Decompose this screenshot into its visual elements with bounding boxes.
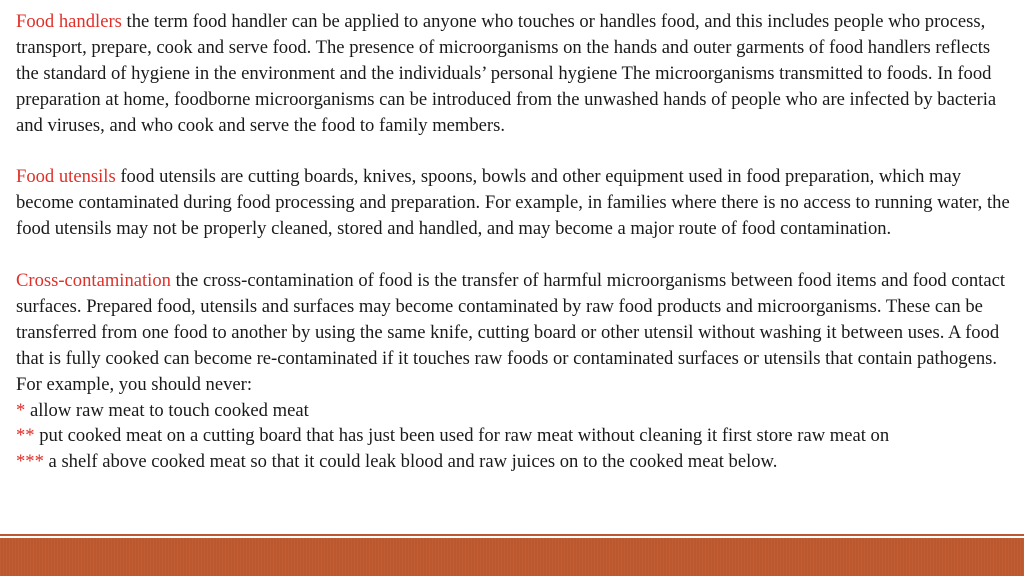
- bullet-item: [16, 398, 1016, 424]
- term-food-utensils: Food utensils: [16, 166, 116, 188]
- footer-divider: [0, 534, 1024, 536]
- text-food-utensils: food utensils are cutting boards, knives, spoons, bowls and other equipment used in food preparation, which may become contaminated during food processing and preparation. For example, in families where there is no access to running water, the food utensils may not be properly cleaned, stored and handled, and may become a major route of food contamination.: [16, 166, 1010, 240]
- section-cross-contamination: [16, 268, 1016, 475]
- text-cross-contamination: the cross-contamination of food is the transfer of harmful microorganisms between food items and food contact surfaces. Prepared food, utensils and surfaces may become contaminated by raw food products and microorganisms. These can be transferred from one food to another by using the same knife, cutting board or other utensil without washing it between uses. A food that is fully cooked can become re-contaminated if it touches raw foods or contaminated surfaces or utensils that contain pathogens. For example, you should never:: [16, 270, 1006, 395]
- footer-bar: [0, 538, 1024, 576]
- bullet-marker: ***: [16, 451, 44, 473]
- slide-content: [16, 9, 1016, 475]
- bullet-text: allow raw meat to touch cooked meat: [25, 399, 309, 421]
- bullet-text: put cooked meat on a cutting board that has just been used for raw meat without cleaning it first store raw meat on: [34, 425, 890, 447]
- section-food-handlers: [16, 9, 1016, 139]
- bullet-item: [16, 423, 1016, 449]
- term-food-handlers: Food handlers: [16, 11, 122, 32]
- bullet-marker: *: [16, 399, 26, 421]
- text-food-handlers: the term food handler can be applied to anyone who touches or handles food, and this includes people who process, transport, prepare, cook and serve food. The presence of microorganisms on the hands and outer garments of food handlers reflects the standard of hygiene in the environment and the individuals’ personal hygiene The microorganisms transmitted to foods. In food preparation at home, foodborne microorganisms can be introduced from the unwashed hands of people who are infected by bacteria and viruses, and who cook and serve the food to family members.: [16, 11, 997, 136]
- term-cross-contamination: Cross-contamination: [16, 270, 171, 292]
- section-food-utensils: [16, 164, 1016, 242]
- bullet-marker: **: [16, 425, 35, 447]
- bullet-item: [16, 449, 1016, 475]
- bullet-text: a shelf above cooked meat so that it could leak blood and raw juices on to the cooked meat below.: [43, 451, 778, 473]
